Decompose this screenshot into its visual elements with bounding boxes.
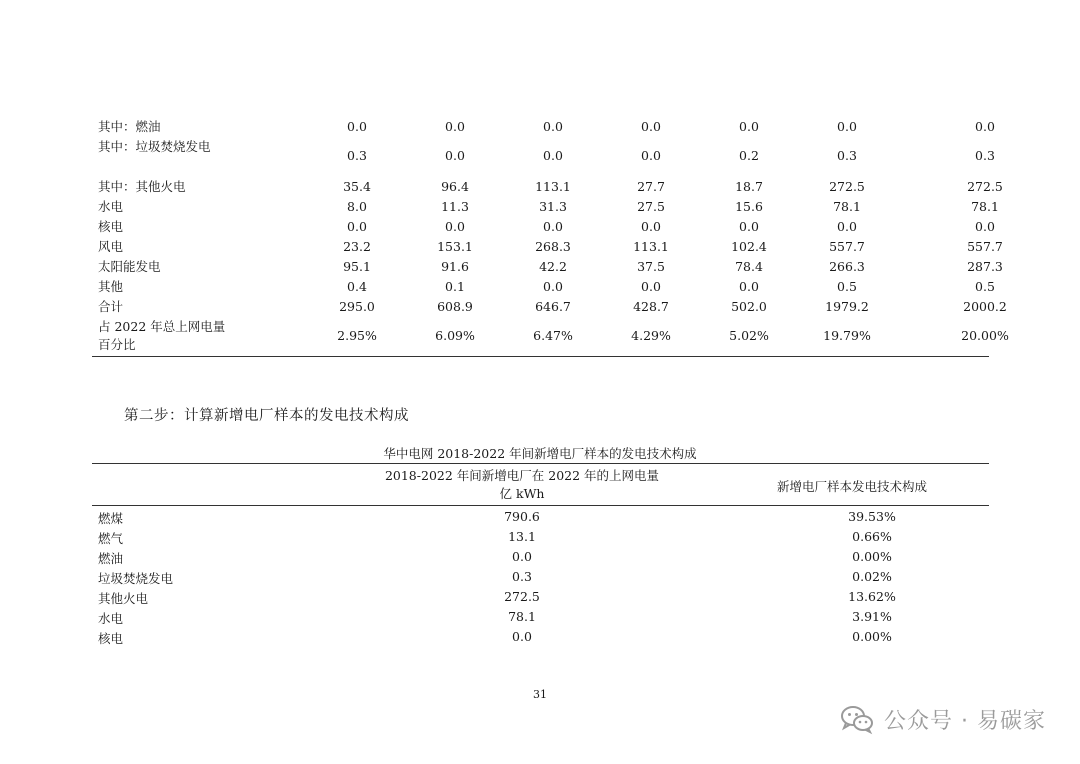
cell-share: 0.66% bbox=[852, 529, 892, 544]
row-label: 核电 bbox=[98, 631, 124, 646]
watermark-text: 公众号 · 易碳家 bbox=[884, 708, 1046, 734]
cell-generation: 790.6 bbox=[504, 509, 540, 524]
cell-generation: 272.5 bbox=[504, 589, 540, 604]
cell: 0.0 bbox=[543, 279, 563, 294]
cell-share: 0.00% bbox=[852, 629, 892, 644]
cell: 18.7 bbox=[735, 179, 763, 194]
column-header-share: 新增电厂样本发电技术构成 bbox=[776, 479, 927, 494]
cell: 0.0 bbox=[543, 219, 563, 234]
cell: 646.7 bbox=[535, 299, 571, 314]
cell: 0.0 bbox=[739, 119, 759, 134]
row-label: 其中：其他火电 bbox=[98, 179, 186, 194]
row-label: 其他 bbox=[98, 279, 124, 294]
table-row bbox=[92, 236, 1003, 256]
cell: 2.95% bbox=[337, 328, 377, 343]
row-label: 水电 bbox=[98, 611, 124, 626]
table-row bbox=[92, 527, 989, 547]
cell: 0.3 bbox=[975, 148, 995, 163]
cell-generation: 78.1 bbox=[508, 609, 536, 624]
cell: 42.2 bbox=[539, 259, 567, 274]
cell: 272.5 bbox=[829, 179, 865, 194]
cell: 0.0 bbox=[837, 119, 857, 134]
cell-share: 0.02% bbox=[852, 569, 892, 584]
cell: 0.0 bbox=[739, 279, 759, 294]
cell: 266.3 bbox=[829, 259, 865, 274]
cell: 27.5 bbox=[637, 199, 665, 214]
cell: 20.00% bbox=[961, 328, 1009, 343]
cell: 0.0 bbox=[641, 219, 661, 234]
cell: 0.0 bbox=[975, 119, 995, 134]
cell: 0.3 bbox=[837, 148, 857, 163]
column-header-generation bbox=[342, 467, 702, 503]
table-row bbox=[92, 507, 989, 527]
cell: 0.3 bbox=[347, 148, 367, 163]
table-row bbox=[92, 116, 995, 136]
cell: 0.0 bbox=[739, 219, 759, 234]
table-row bbox=[92, 216, 995, 236]
cell: 295.0 bbox=[339, 299, 375, 314]
cell: 0.0 bbox=[641, 279, 661, 294]
cell: 502.0 bbox=[731, 299, 767, 314]
table-row bbox=[92, 607, 989, 627]
table-row bbox=[92, 567, 989, 587]
table-row bbox=[92, 196, 999, 216]
cell: 268.3 bbox=[535, 239, 571, 254]
cell: 2000.2 bbox=[963, 299, 1007, 314]
cell: 4.29% bbox=[631, 328, 671, 343]
cell: 0.2 bbox=[739, 148, 759, 163]
step-heading: 第二步：计算新增电厂样本的发电技术构成 bbox=[124, 408, 409, 424]
column-header-line: 2018-2022 年间新增电厂在 2022 年的上网电量 bbox=[384, 468, 660, 483]
cell: 428.7 bbox=[633, 299, 669, 314]
row-label: 其中：垃圾焚烧发电 bbox=[98, 139, 211, 154]
column-header-unit: 亿 kWh bbox=[499, 486, 545, 501]
row-label: 燃煤 bbox=[98, 511, 124, 526]
row-label: 其他火电 bbox=[98, 591, 149, 606]
cell-generation: 0.0 bbox=[512, 629, 532, 644]
row-label: 占 2022 年总上网电量百分比 bbox=[98, 319, 226, 352]
cell: 0.0 bbox=[347, 219, 367, 234]
table-row bbox=[92, 136, 995, 176]
cell: 557.7 bbox=[829, 239, 865, 254]
table-title: 华中电网 2018-2022 年间新增电厂样本的发电技术构成 bbox=[383, 446, 697, 461]
cell-generation: 0.0 bbox=[512, 549, 532, 564]
cell: 0.0 bbox=[543, 119, 563, 134]
cell: 1979.2 bbox=[825, 299, 869, 314]
table-row bbox=[92, 256, 1003, 276]
cell: 95.1 bbox=[343, 259, 371, 274]
cell: 0.0 bbox=[975, 219, 995, 234]
cell: 78.1 bbox=[833, 199, 861, 214]
table-row bbox=[92, 296, 1007, 316]
cell: 113.1 bbox=[535, 179, 571, 194]
cell: 91.6 bbox=[441, 259, 469, 274]
table-row bbox=[92, 276, 995, 296]
cell: 608.9 bbox=[437, 299, 473, 314]
cell: 11.3 bbox=[441, 199, 469, 214]
cell: 0.0 bbox=[445, 119, 465, 134]
cell: 8.0 bbox=[347, 199, 367, 214]
row-label: 燃气 bbox=[98, 531, 124, 546]
cell: 0.5 bbox=[837, 279, 857, 294]
cell: 27.7 bbox=[637, 179, 665, 194]
cell: 78.1 bbox=[971, 199, 999, 214]
cell: 557.7 bbox=[967, 239, 1003, 254]
cell: 287.3 bbox=[967, 259, 1003, 274]
cell: 0.0 bbox=[543, 148, 563, 163]
cell: 5.02% bbox=[729, 328, 769, 343]
table-row bbox=[92, 316, 1009, 356]
cell: 0.0 bbox=[445, 148, 465, 163]
generation-table-continued bbox=[92, 116, 1009, 356]
cell: 0.0 bbox=[641, 148, 661, 163]
cell-share: 39.53% bbox=[848, 509, 896, 524]
table-row bbox=[92, 587, 989, 607]
cell: 15.6 bbox=[735, 199, 763, 214]
cell-generation: 0.3 bbox=[512, 569, 532, 584]
watermark bbox=[840, 702, 1046, 736]
cell: 272.5 bbox=[967, 179, 1003, 194]
table-row bbox=[92, 627, 989, 647]
table-header-rule bbox=[92, 505, 989, 506]
cell: 6.47% bbox=[533, 328, 573, 343]
cell: 0.0 bbox=[445, 219, 465, 234]
cell: 153.1 bbox=[437, 239, 473, 254]
cell: 0.1 bbox=[445, 279, 465, 294]
cell: 0.0 bbox=[837, 219, 857, 234]
cell: 35.4 bbox=[343, 179, 371, 194]
row-label: 风电 bbox=[98, 239, 124, 254]
cell: 19.79% bbox=[823, 328, 871, 343]
wechat-icon bbox=[840, 702, 874, 736]
row-label: 核电 bbox=[98, 219, 124, 234]
cell-generation: 13.1 bbox=[508, 529, 536, 544]
table-top-rule bbox=[92, 463, 989, 464]
table-row bbox=[92, 176, 1003, 196]
cell: 0.5 bbox=[975, 279, 995, 294]
table-row bbox=[92, 547, 989, 567]
cell: 113.1 bbox=[633, 239, 669, 254]
row-label: 燃油 bbox=[98, 551, 124, 566]
cell-share: 13.62% bbox=[848, 589, 896, 604]
cell: 96.4 bbox=[441, 179, 469, 194]
row-label: 水电 bbox=[98, 199, 124, 214]
cell: 0.0 bbox=[641, 119, 661, 134]
cell: 102.4 bbox=[731, 239, 767, 254]
row-label: 垃圾焚烧发电 bbox=[98, 571, 174, 586]
row-label: 太阳能发电 bbox=[98, 259, 161, 274]
cell: 0.4 bbox=[347, 279, 367, 294]
table-bottom-rule bbox=[92, 356, 989, 357]
row-label: 合计 bbox=[98, 299, 124, 314]
cell: 0.0 bbox=[347, 119, 367, 134]
cell: 31.3 bbox=[539, 199, 567, 214]
cell: 6.09% bbox=[435, 328, 475, 343]
page-number: 31 bbox=[533, 688, 547, 701]
cell: 37.5 bbox=[637, 259, 665, 274]
cell-share: 0.00% bbox=[852, 549, 892, 564]
cell: 23.2 bbox=[343, 239, 371, 254]
cell: 78.4 bbox=[735, 259, 763, 274]
row-label: 其中：燃油 bbox=[98, 119, 161, 134]
cell-share: 3.91% bbox=[852, 609, 892, 624]
